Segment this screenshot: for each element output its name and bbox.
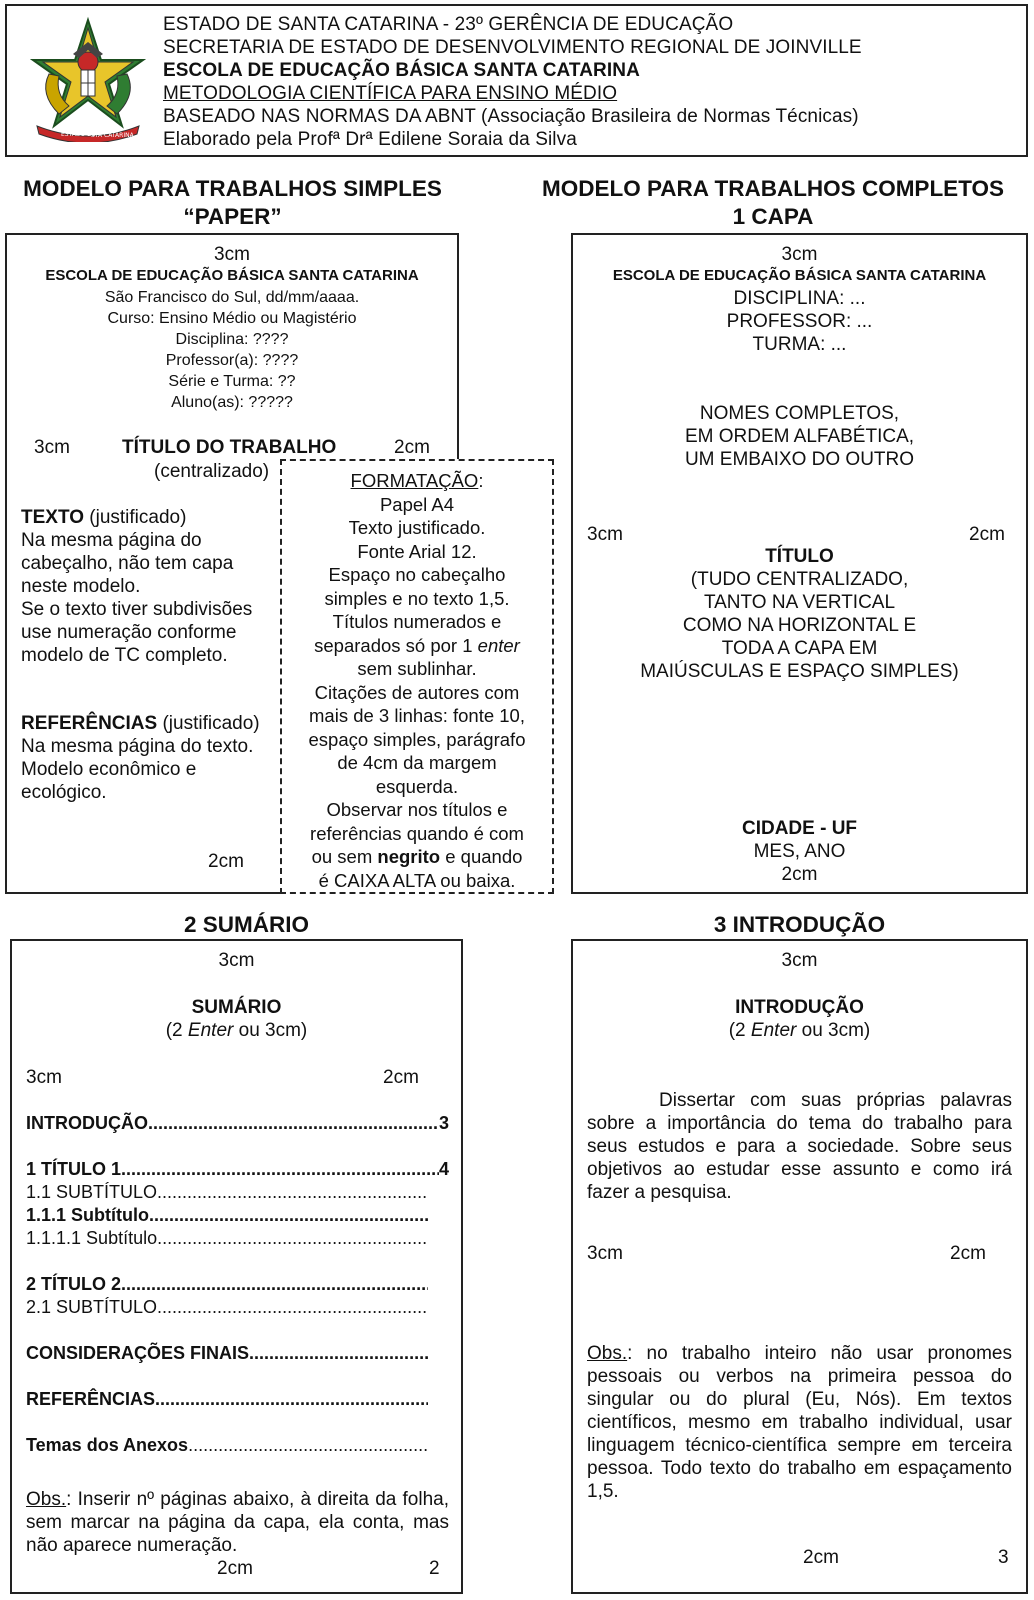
texto-line: cabeçalho, não tem capa <box>21 553 234 574</box>
sumario-section-title: 2 SUMÁRIO <box>183 912 309 937</box>
capa-field: PROFESSOR: ... <box>726 311 873 332</box>
capa-date: MES, ANO <box>753 841 846 862</box>
capa-section-title <box>512 175 1034 231</box>
header-line-metodologia: METODOLOGIA CIENTÍFICA PARA ENSINO MÉDIO <box>163 83 618 104</box>
introducao-heading: INTRODUÇÃO <box>735 997 864 1018</box>
toc-entry <box>26 1158 449 1181</box>
toc-label: 2 TÍTULO 2 <box>26 1274 122 1294</box>
introducao-left-margin: 3cm <box>587 1243 623 1264</box>
formatacao-negrito: negrito <box>377 846 441 867</box>
toc-page: 3 <box>438 1113 449 1133</box>
capa-bottom-margin: 2cm <box>781 864 818 885</box>
formatacao-line: Fonte Arial 12. <box>357 540 477 562</box>
state-crest-icon <box>29 14 147 142</box>
formatacao-text: e quando <box>440 846 523 867</box>
introducao-sub-text: (2 <box>728 1020 751 1041</box>
toc-leader <box>157 1227 426 1250</box>
sumario-bottom-margin: 2cm <box>217 1558 253 1579</box>
capa-field: DISCIPLINA: ... <box>733 288 866 309</box>
introducao-obs-text: : no trabalho inteiro não usar pronomes pessoais ou verbos na primeira pessoa do singular ou do plural (Eu, Nós). Em textos científicos, mesmo em trabalho individual, usar linguagem técnico-científica sempre em terceira pessoa. Todo texto do trabalho em espaçamento 1,5. <box>587 1343 1012 1502</box>
capa-names <box>573 402 1026 471</box>
formatacao-line: mais de 3 linhas: fonte 10, <box>309 705 525 726</box>
paper-ref-heading <box>21 712 260 735</box>
paper-top-margin: 3cm <box>214 244 250 265</box>
introducao-top-margin: 3cm <box>781 950 818 971</box>
formatacao-line: Títulos numerados e <box>332 611 502 632</box>
paper-right-margin: 2cm <box>394 437 430 458</box>
formatacao-line: Observar nos títulos e <box>326 799 508 820</box>
sumario-right-margin: 2cm <box>383 1067 419 1088</box>
header-line-abnt <box>163 105 862 128</box>
formatacao-title <box>282 469 552 493</box>
sumario-sub-text: ou 3cm) <box>233 1020 308 1041</box>
texto-line: modelo de TC completo. <box>21 645 228 666</box>
paper-bottom-margin: 2cm <box>208 851 244 872</box>
sumario-obs <box>26 1488 449 1557</box>
texto-line: Se o texto tiver subdivisões <box>21 599 253 620</box>
introducao-page-number: 3 <box>998 1547 1009 1568</box>
formatacao-text: separados só por 1 <box>314 634 478 656</box>
capa-city: CIDADE - UF <box>741 818 858 839</box>
capa-titulo-desc: TANTO NA VERTICAL <box>703 592 896 613</box>
sumario-model-box <box>10 939 463 1594</box>
paper-title-line1: MODELO PARA TRABALHOS SIMPLES <box>23 176 442 201</box>
sumario-obs-label: Obs. <box>26 1489 67 1510</box>
introducao-section-title: 3 INTRODUÇÃO <box>713 912 886 937</box>
paper-info-line: São Francisco do Sul, dd/mm/aaaa. <box>104 289 360 306</box>
capa-field: TURMA: ... <box>752 334 847 355</box>
introducao-obs-label: Obs. <box>587 1343 628 1364</box>
texto-label: TEXTO <box>21 507 84 528</box>
capa-titulo-desc: TODA A CAPA EM <box>721 638 878 659</box>
capa-title-line2: 1 CAPA <box>732 204 814 229</box>
toc-leader <box>149 1204 428 1227</box>
paper-info-line: Aluno(as): ????? <box>171 394 293 411</box>
capa-names-line: EM ORDEM ALFABÉTICA, <box>684 426 915 447</box>
capa-model-box <box>571 233 1028 894</box>
toc-leader <box>148 1112 439 1135</box>
crest-motto-right: STA CATARINA <box>91 132 134 139</box>
paper-section-title <box>0 175 465 231</box>
formatacao-title-text: FORMATAÇÃO <box>350 470 479 491</box>
toc-page: 4 <box>438 1159 449 1179</box>
capa-title-line1: MODELO PARA TRABALHOS COMPLETOS <box>541 176 1005 201</box>
toc-label: 1.1 SUBTÍTULO <box>26 1182 158 1202</box>
toc-label: 1 TÍTULO 1 <box>26 1159 122 1179</box>
toc-leader <box>249 1342 428 1365</box>
formatacao-line: esquerda. <box>375 775 459 797</box>
ref-label: REFERÊNCIAS <box>21 713 158 734</box>
document-header <box>5 4 1028 157</box>
toc-label: CONSIDERAÇÕES FINAIS <box>26 1343 250 1363</box>
capa-names-line: UM EMBAIXO DO OUTRO <box>684 449 915 470</box>
formatacao-line: espaço simples, parágrafo <box>308 728 526 750</box>
introducao-model-box <box>571 939 1028 1594</box>
capa-fields <box>573 287 1026 356</box>
sumario-top-margin: 3cm <box>218 950 255 971</box>
paper-work-title: TÍTULO DO TRABALHO <box>122 437 337 458</box>
toc-entry <box>26 1204 428 1227</box>
texto-line: Na mesma página do <box>21 530 202 551</box>
toc-entry <box>26 1342 428 1365</box>
paper-texto-body <box>21 529 252 667</box>
toc-leader <box>188 1434 428 1457</box>
crest-graphic <box>29 14 147 142</box>
header-line-secretaria: SECRETARIA DE ESTADO DE DESENVOLVIMENTO REGIONAL DE JOINVILLE <box>163 37 862 58</box>
capa-titulo: TÍTULO <box>765 546 834 567</box>
toc-entry <box>26 1388 428 1411</box>
introducao-body: Dissertar com suas próprias palavras sobre a importância do tema do trabalho para seus estudos e para a sociedade. Sobre seus objetivos ao estudar esse assunto e como irá fazer a pesquisa. <box>587 1090 1012 1203</box>
header-text-block <box>163 13 862 151</box>
toc-label: 1.1.1 Subtítulo <box>26 1205 150 1225</box>
introducao-right-margin: 2cm <box>950 1243 986 1264</box>
abnt-prefix: BASEADO NAS NORMAS DA ABNT <box>163 106 476 127</box>
introducao-sub-enter: Enter <box>750 1020 797 1041</box>
texto-line: neste modelo. <box>21 576 141 597</box>
toc-leader <box>157 1181 426 1204</box>
capa-school: ESCOLA DE EDUCAÇÃO BÁSICA SANTA CATARINA <box>612 267 987 284</box>
formatacao-text: ou sem <box>311 846 378 867</box>
capa-top-margin: 3cm <box>781 244 818 265</box>
texto-line: use numeração conforme <box>21 622 237 643</box>
paper-centralizado: (centralizado) <box>154 461 270 482</box>
formatacao-line: Papel A4 <box>379 493 455 515</box>
paper-title-line2: “PAPER” <box>183 204 282 229</box>
formatacao-line: Texto justificado. <box>348 517 486 538</box>
toc-label: Temas dos Anexos <box>26 1435 189 1455</box>
formatacao-line: referências quando é com <box>310 822 524 844</box>
capa-titulo-desc: (TUDO CENTRALIZADO, <box>690 569 909 590</box>
toc-entry <box>26 1434 428 1457</box>
capa-footer <box>573 817 1026 886</box>
ref-line: ecológico. <box>21 782 107 803</box>
header-line-author: Elaborado pela Profª Drª Edilene Soraia da Silva <box>163 129 577 150</box>
abnt-suffix: (Associação Brasileira de Normas Técnicas) <box>475 106 859 127</box>
paper-info-line: Professor(a): ???? <box>165 352 299 369</box>
sumario-subheading <box>12 1019 461 1042</box>
sumario-page-number: 2 <box>429 1558 440 1579</box>
toc-list <box>26 1112 449 1457</box>
header-line-school: ESCOLA DE EDUCAÇÃO BÁSICA SANTA CATARINA <box>163 60 640 81</box>
texto-note: (justificado) <box>84 507 187 528</box>
introducao-bottom-margin: 2cm <box>803 1547 839 1568</box>
toc-leader <box>121 1158 439 1181</box>
paper-info-line: Série e Turma: ?? <box>168 373 296 390</box>
toc-label: INTRODUÇÃO <box>26 1113 148 1133</box>
toc-leader <box>155 1388 428 1411</box>
paper-info-line: Curso: Ensino Médio ou Magistério <box>107 310 357 327</box>
toc-entry <box>26 1181 426 1204</box>
toc-label: 2.1 SUBTÍTULO <box>26 1297 158 1317</box>
paper-school: ESCOLA DE EDUCAÇÃO BÁSICA SANTA CATARINA <box>45 267 419 284</box>
sumario-sub-enter: Enter <box>187 1020 234 1041</box>
formatacao-line: de 4cm da margem <box>337 752 497 773</box>
introducao-obs <box>587 1342 1012 1503</box>
capa-titulo-desc: MAIÚSCULAS E ESPAÇO SIMPLES) <box>640 661 959 682</box>
formatacao-line <box>282 634 552 658</box>
ref-line: Na mesma página do texto. <box>21 736 254 757</box>
sumario-obs-text: : Inserir nº páginas abaixo, à direita da folha, sem marcar na página da capa, ela conta, mas não aparece numeração. <box>26 1489 449 1556</box>
formatacao-line: Citações de autores com <box>314 681 520 703</box>
toc-label: REFERÊNCIAS <box>26 1389 156 1409</box>
header-line-state: ESTADO DE SANTA CATARINA - 23º GERÊNCIA DE EDUCAÇÃO <box>163 14 734 35</box>
capa-left-margin: 3cm <box>587 524 623 545</box>
introducao-sub-text: ou 3cm) <box>796 1020 871 1041</box>
toc-label: 1.1.1.1 Subtítulo <box>26 1228 158 1248</box>
toc-entry <box>26 1273 428 1296</box>
formatacao-enter: enter <box>477 634 520 656</box>
formatacao-line <box>282 845 552 869</box>
introducao-subheading <box>573 1019 1026 1042</box>
sumario-heading: SUMÁRIO <box>191 997 282 1018</box>
crest-motto-left: ESTADO DE <box>61 131 96 138</box>
formatacao-colon: : <box>478 470 484 491</box>
paper-ref-body <box>21 735 253 804</box>
formatacao-line: sem sublinhar. <box>357 658 477 679</box>
formatacao-line: simples e no texto 1,5. <box>324 587 510 609</box>
toc-entry <box>26 1296 426 1319</box>
formatacao-content <box>282 461 552 892</box>
toc-leader <box>157 1296 426 1319</box>
paper-info-line: Disciplina: ???? <box>175 331 289 348</box>
ref-note: (justificado) <box>157 713 260 734</box>
capa-right-margin: 2cm <box>969 524 1005 545</box>
paper-left-margin: 3cm <box>34 437 70 458</box>
capa-names-line: NOMES COMPLETOS, <box>699 403 900 424</box>
formatacao-box <box>280 459 554 894</box>
formatacao-line: é CAIXA ALTA ou baixa. <box>318 869 516 891</box>
ref-line: Modelo econômico e <box>21 759 197 780</box>
capa-titulo-desc: COMO NA HORIZONTAL E <box>682 615 917 636</box>
sumario-left-margin: 3cm <box>26 1067 62 1088</box>
paper-info-list <box>7 287 457 413</box>
formatacao-line: Espaço no cabeçalho <box>328 564 506 585</box>
capa-title-block <box>573 545 1026 683</box>
sumario-sub-text: (2 <box>165 1020 188 1041</box>
paper-texto-heading <box>21 506 186 529</box>
toc-entry <box>26 1227 426 1250</box>
toc-leader <box>121 1273 428 1296</box>
toc-entry <box>26 1112 449 1135</box>
